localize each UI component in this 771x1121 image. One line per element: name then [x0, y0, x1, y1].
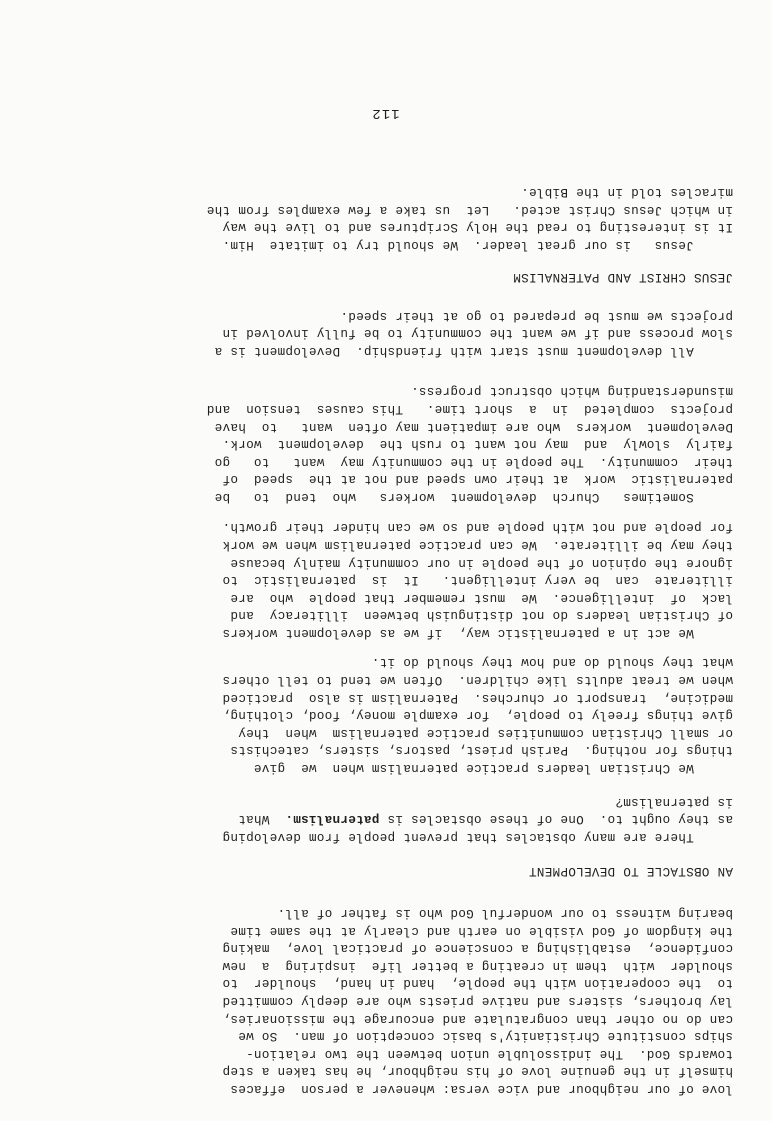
text-line: the kingdom of God visible on earth and clearly at the same time	[230, 923, 733, 938]
text-line: himself in the genuine love of his neighbour, he has taken a step	[222, 1064, 733, 1079]
text-line: things for nothing. Parish priest, pastors, sisters, catechists	[230, 743, 733, 758]
text-line: their community. The people in the community may want to go	[214, 454, 733, 469]
paragraph-paternalistic-way	[30, 518, 733, 641]
text-line: in which Jesus Christ acted. Let us take a few examples from the	[206, 202, 733, 217]
text-line: Jesus is our great leader. We should try to imitate Him.	[222, 238, 733, 252]
text-line: projects we must be prepared to go at their speed.	[340, 308, 733, 323]
text-line: to the cooperation with the people, hand in hand, shoulder to	[222, 976, 733, 991]
text-line: is paternalism?	[615, 794, 733, 809]
text-line: bearing witness to our wonderful God who is father of all.	[277, 906, 733, 921]
text-line: slow process and if we want the community to be fully involved in	[222, 326, 733, 341]
section-heading-obstacle	[30, 861, 733, 879]
text-line: lack of intelligence. We must remember that people who are	[230, 590, 733, 605]
text-line: love of our neighbour and vice versa: whenever a person effaces	[230, 1082, 733, 1096]
text-line: confidence, establishing a conscience of practical love, making	[222, 941, 733, 956]
text-line: can do no other than congratulate and encourage the missionaries,	[222, 1011, 733, 1026]
text-line: when we treat adults like children. Often we tend to tell others	[222, 673, 733, 688]
emphasis-paternalism: paternalism.	[285, 812, 380, 827]
text-line-with-emphasis	[30, 810, 733, 828]
paragraph-love-of-neighbour	[30, 903, 733, 1097]
text-line: fairly slowly and may not want to rush the development work.	[222, 437, 733, 452]
heading-jesus-christ-and-paternalism: JESUS CHRIST AND PATERNALISM	[512, 270, 733, 284]
text-line: lay brothers, sisters and native priests who are deeply committed	[222, 994, 733, 1009]
text-line: miracles told in the Bible.	[520, 185, 733, 200]
text-line: towards God. The indissoluble union between the two relation-	[245, 1046, 733, 1061]
paragraph-jesus-leader	[30, 183, 733, 253]
text-line: they may be illiterate. We can practice paternalism when we work	[222, 538, 733, 553]
text-line: There are many obstacles that prevent people from developing	[222, 830, 733, 844]
text-line: medicine, transport or churches. Paternalism is also practiced	[222, 690, 733, 705]
text-line: shoulder with them in creating a better life inspiring a new	[222, 958, 733, 973]
text-line: for people and not with people and so we can hinder their growth.	[222, 520, 733, 535]
text-run: What	[237, 812, 286, 827]
text-run: as they ought to. One of these obstacles is	[379, 812, 733, 827]
paragraph-christian-leaders	[30, 653, 733, 776]
paragraph-obstacles	[30, 792, 733, 845]
text-line: We Christian leaders practice paternalism when we give	[253, 761, 733, 775]
text-line: or small Christian communities practice paternalism when they	[237, 725, 733, 740]
page-number: 112	[371, 105, 400, 121]
text-line: ignore the opinion of the people in our community mainly because	[230, 555, 733, 570]
paragraph-friendship	[30, 306, 733, 359]
heading-an-obstacle-to-development: AN OBSTACLE TO DEVELOPMENT	[528, 864, 733, 878]
text-line: paternalistic work at their own speed and not at the speed of	[222, 472, 733, 487]
text-line: We act in a paternalistic way, if we as development workers	[222, 626, 733, 640]
text-line: projects completed in a short time. This causes tension and	[206, 402, 733, 417]
text-line: ships constitute Christianity's basic conception of man. So we	[237, 1029, 733, 1044]
text-line: illiterate can be very intelligent. It is paternalistic to	[222, 573, 733, 588]
text-line: It is interesting to read the Holy Scriptures and to live the way	[222, 220, 733, 235]
text-line: Sometimes Church development workers who tend to be	[214, 490, 733, 504]
paragraph-development-workers	[30, 382, 733, 505]
text-line: All development must start with friendship. Development is a	[214, 344, 733, 358]
text-line: Development workers who are impatient may often want to have	[214, 419, 733, 434]
text-line: give things freely to people, for example money, food, clothing,	[222, 708, 733, 723]
text-line: misunderstanding which obstruct progress.	[410, 384, 733, 399]
section-heading-jesus	[30, 267, 733, 285]
text-line: of Christian leaders do not distinguish between illiteracy and	[230, 608, 733, 623]
text-line: what they should do and how they should do it.	[371, 655, 733, 670]
